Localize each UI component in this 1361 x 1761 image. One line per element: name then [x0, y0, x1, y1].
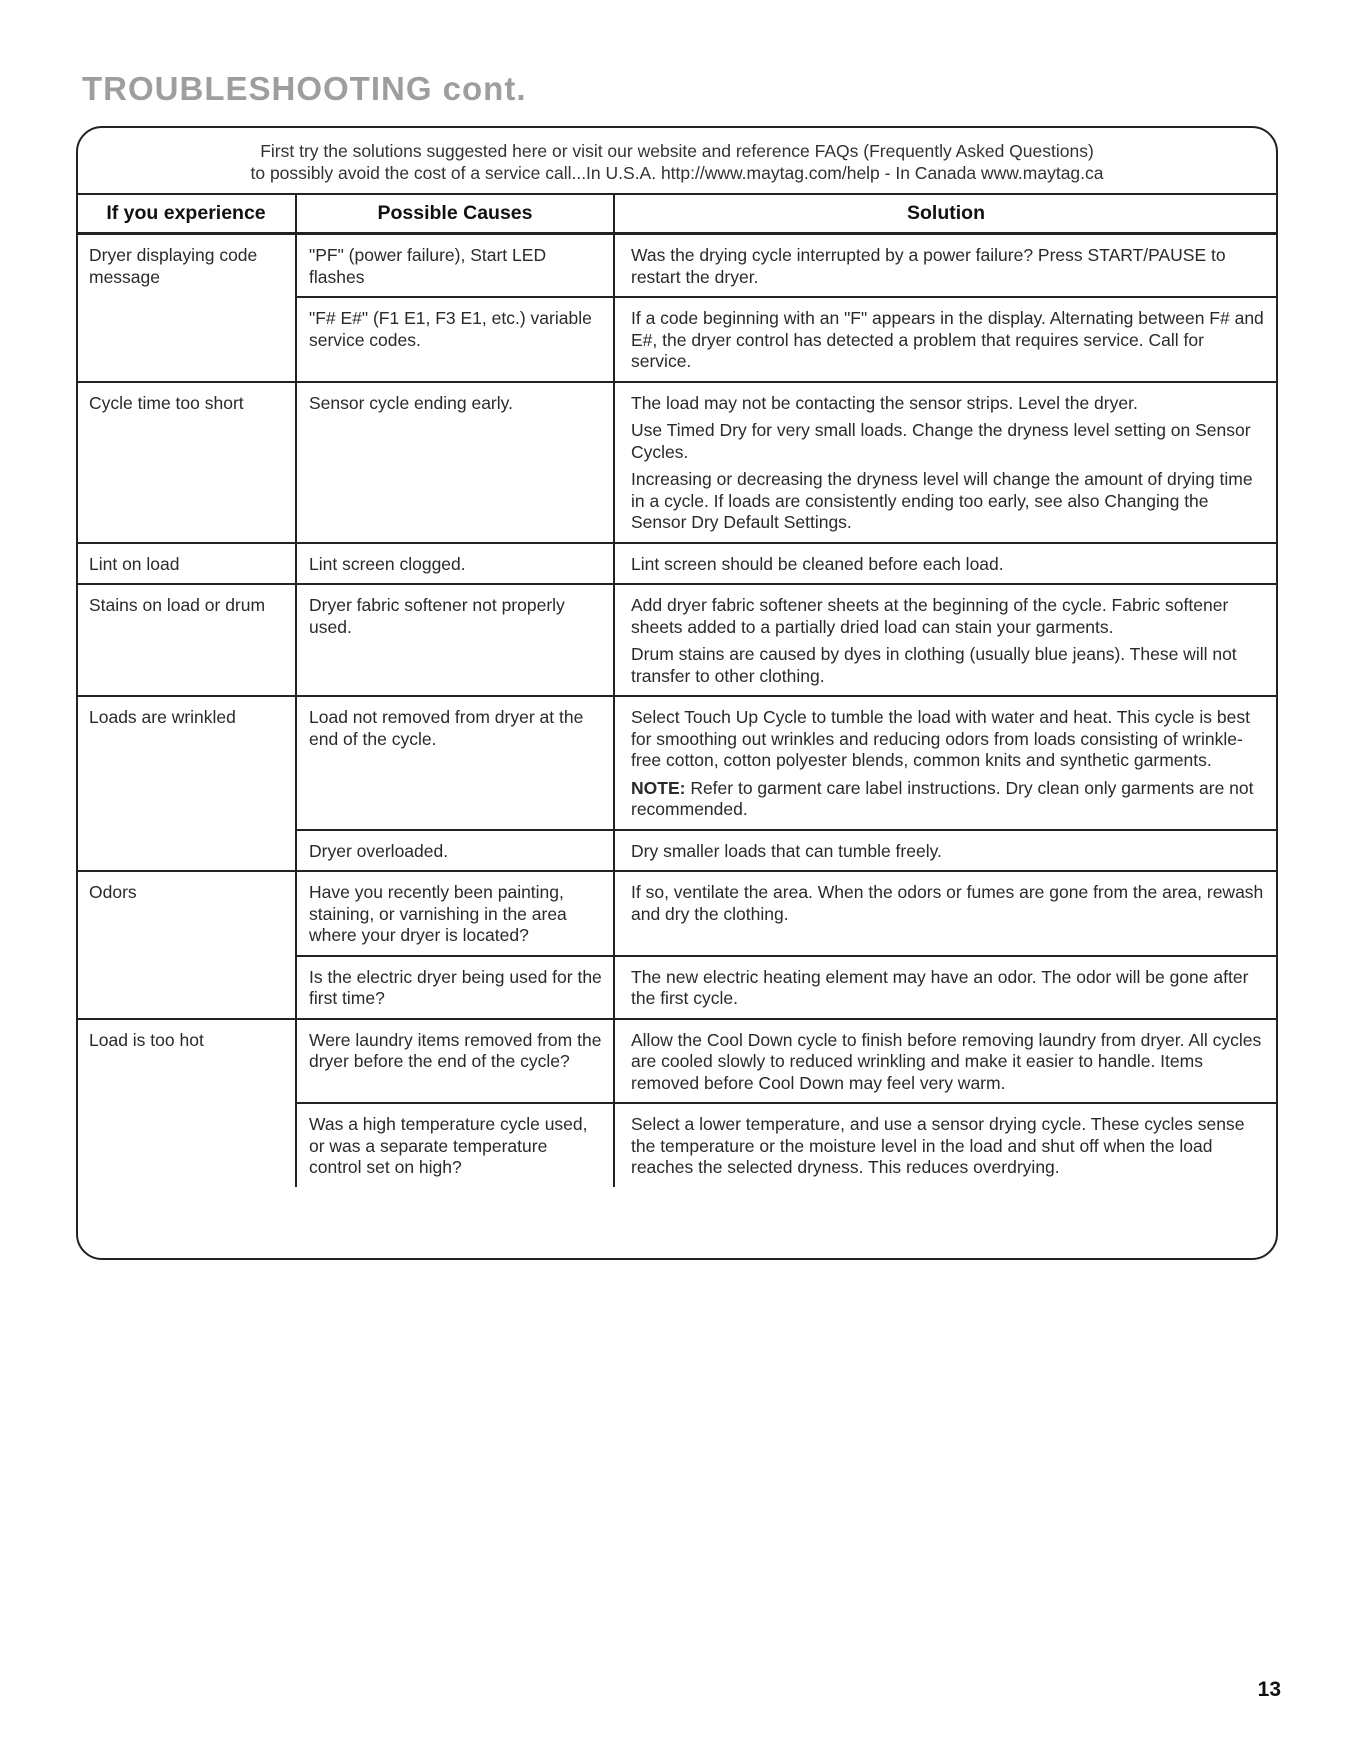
column-header-experience: If you experience — [77, 194, 296, 234]
cause-cell: Dryer overloaded. — [296, 830, 614, 872]
solution-cell — [614, 871, 1277, 956]
note-body: Refer to garment care label instructions. Dry clean only garments are not recommended. — [631, 777, 1254, 819]
experience-cell: Lint on load — [77, 543, 296, 585]
note-text — [631, 778, 1265, 821]
solution-text: Select a lower temperature, and use a sensor drying cycle. These cycles sense the temperature or the moisture level in the load and shut off when the load reaches the selected dryness. This reduces overdrying. — [631, 1114, 1245, 1177]
cause-cell: "F# E#" (F1 E1, F3 E1, etc.) variable service codes. — [296, 297, 614, 382]
solution-text: Add dryer fabric softener sheets at the beginning of the cycle. Fabric softener sheets added to a partially dried load can stain your garments. — [631, 595, 1229, 637]
solution-cell — [614, 382, 1277, 543]
experience-cell: Stains on load or drum — [77, 584, 296, 696]
cause-cell: Load not removed from dryer at the end of the cycle. — [296, 696, 614, 830]
cause-cell: Is the electric dryer being used for the first time? — [296, 956, 614, 1019]
solution-cell — [614, 1103, 1277, 1187]
solution-text: If a code beginning with an "F" appears in the display. Alternating between F# and E#, the dryer control has detected a problem that requires service. Call for service. — [631, 308, 1264, 371]
cause-cell: Dryer fabric softener not properly used. — [296, 584, 614, 696]
solution-cell — [614, 956, 1277, 1019]
table-row — [77, 696, 1277, 830]
column-header-causes: Possible Causes — [296, 194, 614, 234]
page-title: TROUBLESHOOTING cont. — [82, 70, 527, 107]
cause-cell: "PF" (power failure), Start LED flashes — [296, 234, 614, 298]
experience-cell: Odors — [77, 871, 296, 1019]
table-row — [77, 871, 1277, 956]
intro-line: First try the solutions suggested here or visit our website and reference FAQs (Frequently Asked Questions) — [260, 141, 1094, 161]
cause-cell: Sensor cycle ending early. — [296, 382, 614, 543]
solution-text: If so, ventilate the area. When the odors or fumes are gone from the area, rewash and dry the clothing. — [631, 882, 1264, 924]
experience-cell: Load is too hot — [77, 1019, 296, 1187]
cause-cell: Have you recently been painting, staining, or varnishing in the area where your dryer is located? — [296, 871, 614, 956]
solution-text: Select Touch Up Cycle to tumble the load with water and heat. This cycle is best for smoothing out wrinkles and reducing odors from loads consisting of wrinkle-free cotton, cotton polyester blends, common knits and synthetic garments. — [631, 707, 1250, 770]
solution-text: Use Timed Dry for very small loads. Change the dryness level setting on Sensor Cycles. — [631, 420, 1251, 462]
table-header-row — [77, 194, 1277, 234]
column-header-solution: Solution — [614, 194, 1277, 234]
solution-text: Was the drying cycle interrupted by a power failure? Press START/PAUSE to restart the dryer. — [631, 245, 1226, 287]
solution-cell — [614, 696, 1277, 830]
cause-cell: Were laundry items removed from the dryer before the end of the cycle? — [296, 1019, 614, 1104]
table-row — [77, 584, 1277, 696]
intro-line: to possibly avoid the cost of a service call...In U.S.A. http://www.maytag.com/help - In Canada www.maytag.ca — [250, 163, 1104, 183]
solution-cell — [614, 1019, 1277, 1104]
experience-cell: Dryer displaying code message — [77, 234, 296, 382]
troubleshooting-table — [77, 193, 1277, 1187]
solution-text: Allow the Cool Down cycle to finish before removing laundry from dryer. All cycles are cooled slowly to reduced wrinkling and make it easier to handle. Items removed before Cool Down may feel very warm. — [631, 1029, 1262, 1093]
solution-cell — [614, 297, 1277, 382]
table-row — [77, 543, 1277, 585]
intro-text — [78, 140, 1276, 184]
solution-cell — [614, 584, 1277, 696]
table-row — [77, 1019, 1277, 1104]
solution-text: Drum stains are caused by dyes in clothing (usually blue jeans). These will not transfer to other clothing. — [631, 644, 1237, 686]
solution-cell — [614, 830, 1277, 872]
experience-cell: Cycle time too short — [77, 382, 296, 543]
table-row — [77, 234, 1277, 298]
solution-text: Dry smaller loads that can tumble freely. — [631, 840, 942, 861]
solution-text: The load may not be contacting the sensor strips. Level the dryer. — [631, 392, 1138, 413]
note-label: NOTE: — [631, 777, 686, 798]
experience-cell: Loads are wrinkled — [77, 696, 296, 871]
page-number: 13 — [1257, 1678, 1281, 1701]
cause-cell: Lint screen clogged. — [296, 543, 614, 585]
table-row — [77, 382, 1277, 543]
solution-text: The new electric heating element may have an odor. The odor will be gone after the first cycle. — [631, 966, 1249, 1008]
solution-text: Lint screen should be cleaned before each load. — [631, 553, 1004, 574]
solution-text: Increasing or decreasing the dryness level will change the amount of drying time in a cycle. If loads are consistently ending too early, see also Changing the Sensor Dry Default Settings. — [631, 469, 1253, 532]
cause-cell: Was a high temperature cycle used, or was a separate temperature control set on high? — [296, 1103, 614, 1187]
solution-cell — [614, 543, 1277, 585]
solution-cell — [614, 234, 1277, 298]
